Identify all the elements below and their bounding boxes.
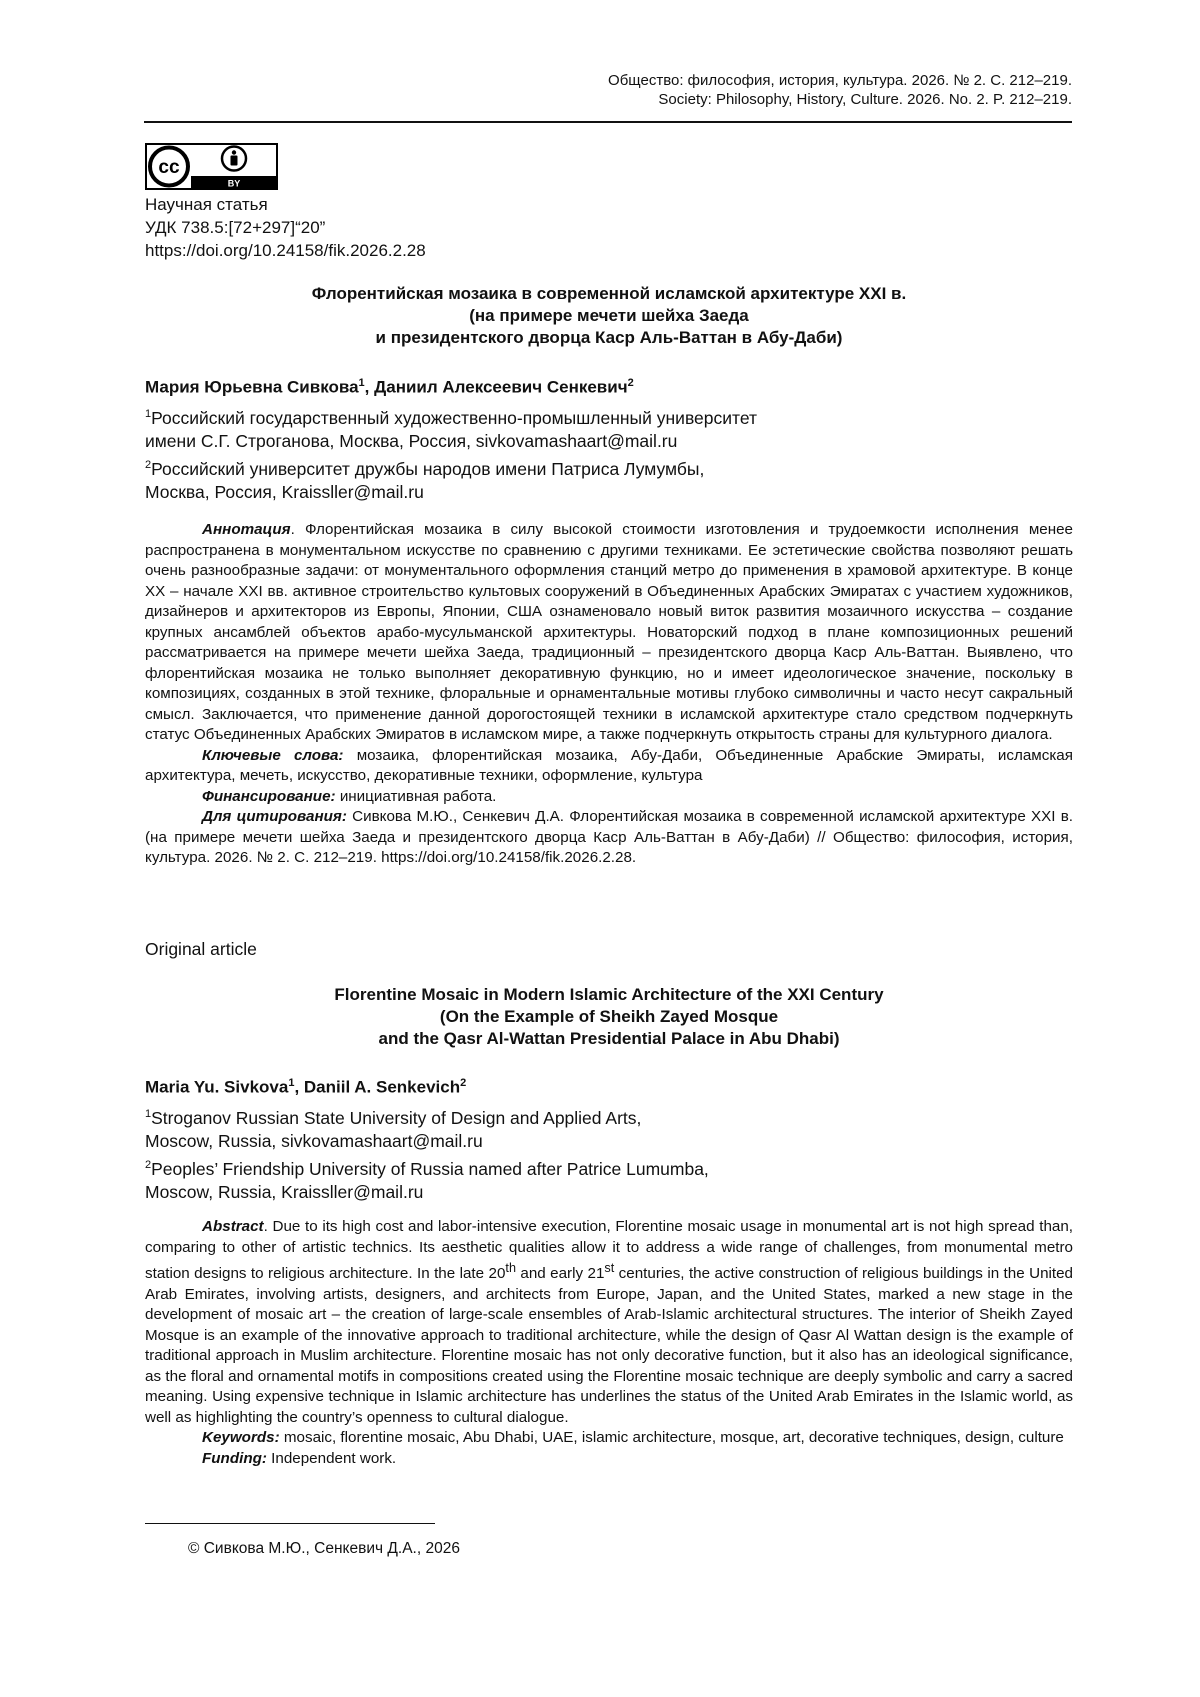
author-separator: , [294,1077,304,1097]
affiliation-mark: 2 [145,458,152,471]
keywords-label: Keywords: [202,1429,280,1447]
cc-by-icon [145,143,278,190]
journal-citation-ru: Общество: философия, история, культура. 2026. № 2. С. 212–219. [608,72,1072,89]
title-line: (на примере мечети шейха Заеда [469,306,749,325]
journal-citation-en: Society: Philosophy, History, Culture. 2026. No. 2. P. 212–219. [658,91,1072,108]
abstract-paragraph: Abstract. Due to its high cost and labor-intensive execution, Florentine mosaic usage in monumental art is not high spread than, comparing to other of artistic technics. Its aesthetic qualities allow it to address a wide range of challenges, from monumental metro station designs to religious architecture. In the late 20th and early 21st centuries, the active construction of religious buildings in the United Arab Emirates, involving artists, designers, and architects from Europe, Japan, and the United States, marked a new stage in the development of mosaic art – the creation of large-scale ensembles of Arab-Islamic architectural structures. The interior of Sheikh Zayed Mosque is an example of the innovative approach to traditional architecture, while the design of Qasr Al Wattan design is the example of traditional approach in Muslim architecture. Florentine mosaic has not only decorative function, but it also has an ideological significance, as the floral and ornamental motifs in compositions created using the Florentine mosaic technique are deeply symbolic and carry a sacred meaning. Using expensive technique in Islamic architecture has underlines the status of the United Arab Emirates in the Islamic world, as well as highlighting the country’s openness to cultural dialogue. [145,1218,1073,1426]
citation-label: Для цитирования: [202,808,347,825]
affiliation-mark: 1 [358,377,365,389]
journal-header [608,71,1072,109]
author-name: Daniil A. Senkevich [303,1077,461,1097]
copyright-note: © Сивкова М.Ю., Сенкевич Д.А., 2026 [188,1540,460,1557]
funding-label: Финансирование: [202,787,336,805]
article-meta [145,193,426,262]
funding-text: Independent work. [266,1449,397,1467]
udc-code: УДК 738.5:[72+297]“20” [145,218,326,237]
abstract-label: Abstract [202,1218,264,1235]
affiliations-en [145,1103,709,1205]
article-title-ru [145,283,1073,349]
abstract-label: Аннотация [202,521,291,538]
affiliation-mark: 2 [627,377,634,389]
affiliation-line: Moscow, Russia, Kraissller@mail.ru [145,1182,424,1203]
affiliation-line: $^1$Российский государственный художественно-промышленный университет [145,407,758,428]
affiliation-mark: 1 [288,1077,295,1089]
citation-text: Сивкова М.Ю., Сенкевич Д.А. Флорентийская мозаика в современной исламской архитектуре XXI в. (на примере мечети шейха Заеда и президентского дворца Каср Аль-Ваттан в Абу-Даби) // Общество: философия, история, культура. 2026. № 2. С. 212–219. https://doi.org/10.24158/fik.2026.2.28. [145,808,1074,866]
article-title-en [145,984,1073,1050]
affiliation-line: Moscow, Russia, sivkovamashaart@mail.ru [145,1131,483,1152]
title-line: Флорентийская мозаика в современной исламской архитектуре XXI в. [311,284,907,303]
title-line: and the Qasr Al-Wattan Presidential Palace in Abu Dhabi) [378,1029,840,1048]
affiliation-mark: 1 [145,408,152,420]
funding-label: Funding: [202,1449,267,1467]
svg-text:cc: cc [158,157,180,178]
keywords-text: mosaic, florentine mosaic, Abu Dhabi, UAE, islamic architecture, mosque, art, decorative techniques, design, culture [279,1429,1064,1447]
funding-paragraph [145,1449,1073,1470]
affiliation-mark: 1 [145,1108,152,1120]
authors-ru [145,377,634,398]
footnote-rule [145,1523,435,1524]
author-name: Мария Юрьевна Сивкова [145,377,359,397]
affiliation-line: $^1$Stroganov Russian State University of Design and Applied Arts, [145,1107,642,1128]
affiliation-line: $^2$Peoples’ Friendship University of Russia named after Patrice Lumumba, [145,1158,709,1179]
article-type-ru: Научная статья [145,195,268,214]
abstract-text: . Флорентийская мозаика в силу высокой стоимости изготовления и трудоемкости исполнения менее распространена в монументальном искусстве по сравнению с другими техниками. Ее эстетические свойства позволяют решать очень разнообразные задачи: от монументального оформления станций метро до применения в храмовой архитектуре. В конце XX – начале XXI вв. активное строительство культовых сооружений в Объединенных Арабских Эмиратах с участием художников, дизайнеров и архитекторов из Европы, Японии, США ознаменовало новый виток развития мозаичного искусства – создание крупных ансамблей объектов арабо-мусульманской архитектуры. Новаторский подход в плане композиционных решений рассматривается на примере мечети шейха Заеда, традиционный – президентского дворца Каср Аль-Ваттан. Выявлено, что флорентийская мозаика не только выполняет декоративную функцию, но и имеет идеологическое значение, поскольку в композициях, созданных в этой технике, флоральные и орнаментальные мотивы глубоко символичны и часто несут сакральный смысл. Заключается, что применение данной дорогостоящей техники в исламской архитектуре стало средством подчеркнуть статус Объединенных Арабских Эмиратов в исламском мире, а также подчеркнуть открытость страны для культурного диалога. [145,521,1073,743]
abstract-block-en [145,1217,1073,1469]
affiliation-line: имени С.Г. Строганова, Москва, Россия, sivkovamashaart@mail.ru [145,431,678,452]
affiliation-line: Москва, Россия, Kraissller@mail.ru [145,482,424,503]
affiliations-ru [145,403,757,505]
abstract-paragraph [145,520,1073,746]
author-name: Даниил Алексеевич Сенкевич [374,377,628,397]
keywords-text: мозаика, флорентийская мозаика, Абу-Даби, Объединенные Арабские Эмираты, исламская архитектура, мечеть, искусство, декоративные техники, оформление, культура [145,746,1073,784]
funding-paragraph [145,787,1073,808]
author-name: Maria Yu. Sivkova [145,1077,289,1097]
cc-by-license-badge[interactable] [145,143,278,190]
doi-link[interactable]: https://doi.org/10.24158/fik.2026.2.28 [145,241,426,260]
keywords-paragraph [145,746,1073,787]
abstract-block-ru [145,520,1073,869]
affiliation-line: $^2$Российский университет дружбы народов имени Патриса Лумумбы, [145,458,705,479]
funding-text: инициативная работа. [335,787,497,805]
affiliation-mark: 2 [460,1077,467,1089]
article-type-en: Original article [145,939,257,959]
keywords-label: Ключевые слова: [202,746,344,764]
keywords-paragraph [145,1428,1073,1449]
authors-en [145,1077,466,1098]
citation-paragraph [145,807,1073,869]
author-separator: , [364,377,375,397]
svg-text:BY: BY [227,178,241,189]
affiliation-mark: 2 [145,1158,152,1171]
title-line: (On the Example of Sheikh Zayed Mosque [439,1007,779,1026]
title-line: Florentine Mosaic in Modern Islamic Architecture of the XXI Century [334,985,884,1004]
header-rule [144,121,1072,123]
title-line: и президентского дворца Каср Аль-Ваттан в Абу-Даби) [375,328,843,347]
